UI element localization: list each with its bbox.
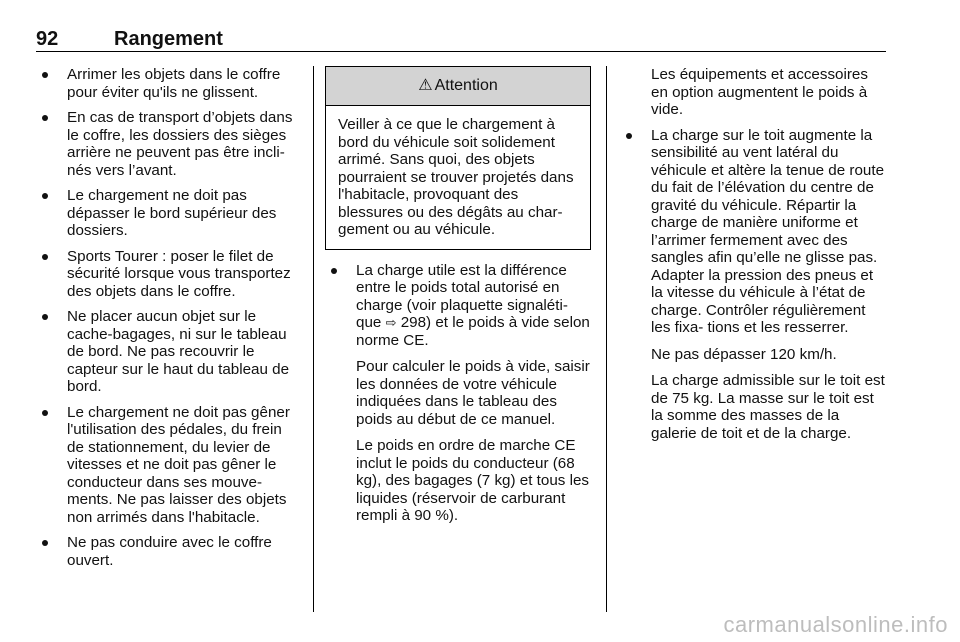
attention-title: Attention <box>434 77 498 95</box>
page-reference: 298) et le poids à vide selon norme CE. <box>356 314 590 349</box>
list-item <box>325 262 591 525</box>
paragraph: Pour calculer le poids à vide, saisir les données de votre véhicule indiquées dans le tableau des poids au début de ce manuel. <box>356 358 590 428</box>
page-title: Rangement <box>114 28 223 50</box>
paragraph: Le poids en ordre de marche CE inclut le poids du conducteur (68 kg), des bagages (7 kg) et tous les liquides (réservoir de carburant rempli à 90 %). <box>356 437 590 524</box>
list-item: Le chargement ne doit pas dépasser le bord supérieur des dossiers. <box>36 187 301 240</box>
continuation-paragraph: Les équipements et accessoires en option augmentent le poids à vide. <box>651 66 868 118</box>
column-2 <box>325 66 591 533</box>
list-item: Le chargement ne doit pas gêner l'utilisation des pédales, du frein de stationnement, du levier de vitesses et ne doit pas gêner le conducteur dans ses mouve‐ ments. Ne pas laisser des objets non arrimés dans l'habitacle. <box>36 404 301 527</box>
column-1 <box>36 66 301 577</box>
attention-header <box>326 67 590 106</box>
attention-body: Veiller à ce que le chargement à bord du véhicule soit solidement arrimé. Sans quoi, des objets pourraient se trouver projetés dans l'habitacle, provoquant des blessures ou des dégâts au char‐ gement ou au véhicule. <box>338 116 574 238</box>
paragraph: Ne pas dépasser 120 km/h. <box>651 345 837 363</box>
warning-triangle-icon: ⚠ <box>418 77 433 95</box>
column-3 <box>620 66 888 450</box>
arrow-right-icon: ⇨ <box>385 315 397 330</box>
list-item: Ne placer aucun objet sur le cache-bagages, ni sur le tableau de bord. Ne pas recouvrir le capteur sur le haut du tableau de bord. <box>36 308 301 396</box>
list-item: En cas de transport d’objets dans le coffre, les dossiers des sièges arrière ne peuvent pas être incli‐ nés vers l’avant. <box>36 109 301 179</box>
bullet-list-3 <box>620 127 888 443</box>
list-item: Sports Tourer : poser le filet de sécurité lorsque vous transportez des objets dans le coffre. <box>36 248 301 301</box>
attention-box <box>325 66 591 250</box>
list-item: Arrimer les objets dans le coffre pour éviter qu'ils ne glissent. <box>36 66 301 101</box>
bullet-list-2 <box>325 262 591 525</box>
watermark: carmanualsonline.info <box>723 612 948 637</box>
list-item <box>620 127 888 443</box>
paragraph: La charge sur le toit augmente la sensibilité au vent latéral du véhicule et altère la tenue de route du fait de l’élévation du centre de gravité du véhicule. Répartir la charge de manière uniforme et l’arrimer fermement avec des sangles afin qu’elle ne glisse pas. Adapter la pression des pneus et la vitesse du véhicule à l’état de charge. Contrôler régulièrement les fixa‐ tions et les resserrer. <box>651 126 885 336</box>
page-number: 92 <box>36 28 59 50</box>
column-divider-2 <box>606 66 607 612</box>
list-item: Ne pas conduire avec le coffre ouvert. <box>36 534 301 569</box>
header-rule <box>36 51 886 52</box>
paragraph: La charge utile est la différence entre le poids total autorisé en charge (voir plaquette signaléti‐ que ⇨ 298) et le poids à vide selon norme CE. <box>356 261 590 349</box>
bullet-list-1 <box>36 66 301 569</box>
paragraph: La charge admissible sur le toit est de 75 kg. La masse sur le toit est la somme des masses de la galerie de toit et de la charge. <box>651 372 885 442</box>
column-divider-1 <box>313 66 314 612</box>
